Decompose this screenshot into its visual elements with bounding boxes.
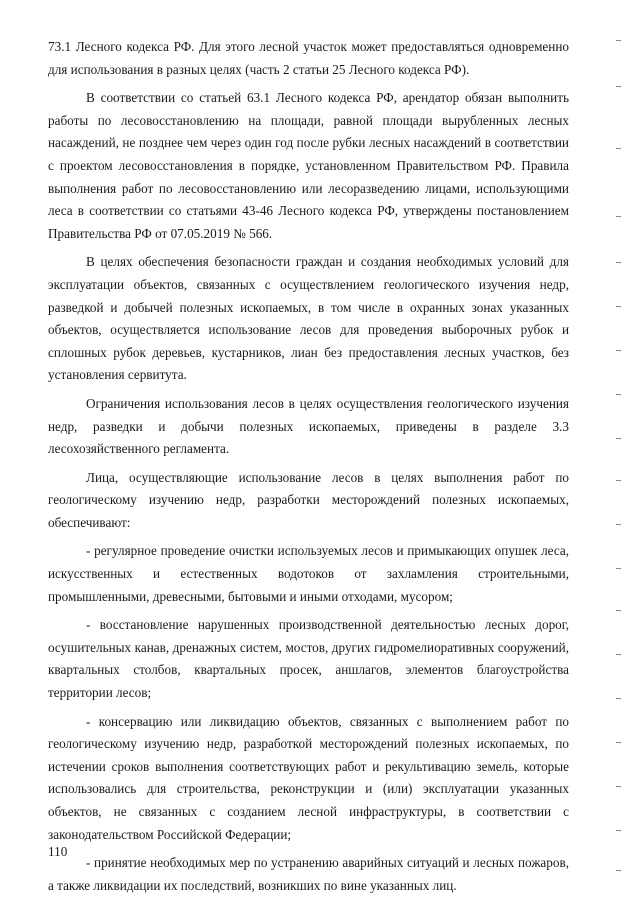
paragraph-safety: В целях обеспечения безопасности граждан и создания необходимых условий для эксплуатации объектов, связанных с осуществлением геологического изучения недр, разведкой и добычей полезных ископаемых, в том числе в охранных зонах указанных объектов, осуществляется использование лесов для проведения выборочных рубок и сплошных рубок деревьев, кустарников, лиан без предоставления лесных участков, без установления сервитута. bbox=[48, 254, 569, 383]
scan-mark bbox=[616, 610, 621, 611]
scan-mark bbox=[616, 86, 621, 87]
paragraph-restrictions: Ограничения использования лесов в целях осуществления геологического изучения недр, разведки и добычи полезных ископаемых, приведены в разделе 3.3 лесохозяйственного регламента. bbox=[48, 395, 569, 457]
scan-mark bbox=[616, 568, 621, 569]
paragraph-obligations-intro: Лица, осуществляющие использование лесов в целях выполнения работ по геологическому изучению недр, разработки месторождений полезных ископаемых, обеспечивают: bbox=[48, 469, 569, 530]
scan-mark bbox=[616, 306, 621, 307]
list-item-cleaning: - регулярное проведение очистки используемых лесов и примыкающих опушек леса, искусственных и естественных водотоков от захламления строительными, промышленными, древесными, бытовыми и иными отходами, мусором; bbox=[48, 543, 569, 604]
scan-mark bbox=[616, 40, 621, 41]
scan-mark bbox=[616, 654, 621, 655]
scan-mark bbox=[616, 830, 621, 831]
scan-mark bbox=[616, 698, 621, 699]
list-item-conservation: - консервацию или ликвидацию объектов, связанных с выполнением работ по геологическому изучению недр, разработкой месторождений полезных ископаемых, по истечении сроков выполнения соответствующих работ и рекультивацию земель, которые использовались для строительства, реконструкции и (или) эксплуатации указанных объектов, не связанных с созданием лесной инфраструктуры, в соответствии с законодательством Российской Федерации; bbox=[48, 713, 569, 842]
scan-mark bbox=[616, 350, 621, 351]
scan-margin-marks bbox=[616, 30, 622, 880]
list-item-restoration: - восстановление нарушенных производственной деятельностью лесных дорог, осушительных канав, дренажных систем, мостов, других гидромелиоративных сооружений, квартальных столбов, квартальных просек, аншлагов, элементов благоустройства территории лесов; bbox=[48, 617, 569, 701]
scan-mark bbox=[616, 524, 621, 525]
page-number: 110 bbox=[48, 844, 68, 859]
document-body bbox=[48, 36, 569, 903]
scan-mark bbox=[616, 742, 621, 743]
scan-mark bbox=[616, 262, 621, 263]
scan-mark bbox=[616, 148, 621, 149]
scan-mark bbox=[616, 438, 621, 439]
scan-mark bbox=[616, 216, 621, 217]
paragraph-reforestation: В соответствии со статьей 63.1 Лесного кодекса РФ, арендатор обязан выполнить работы по лесовосстановлению на площади, равной площади вырубленных лесных насаждений, не позднее чем через один год после рубки лесных насаждений в соответствии с проектом лесовосстановления в порядке, установленном Правительством РФ. Правила выполнения работ по лесовосстановлению или лесоразведению лицами, использующими леса в соответствии со статьями 43-46 Лесного кодекса РФ, утверждены постановлением Правительства РФ от 07.05.2019 № 566. bbox=[48, 90, 569, 241]
scan-mark bbox=[616, 870, 621, 871]
scan-mark bbox=[616, 786, 621, 787]
scan-mark bbox=[616, 394, 621, 395]
paragraph-continuation: 73.1 Лесного кодекса РФ. Для этого лесной участок может предоставляться одновременно для использования в разных целях (часть 2 статьи 25 Лесного кодекса РФ). bbox=[48, 39, 569, 77]
list-item-emergency: - принятие необходимых мер по устранению аварийных ситуаций и лесных пожаров, а также ликвидации их последствий, возникших по вине указанных лиц. bbox=[48, 855, 569, 893]
scan-mark bbox=[616, 480, 621, 481]
